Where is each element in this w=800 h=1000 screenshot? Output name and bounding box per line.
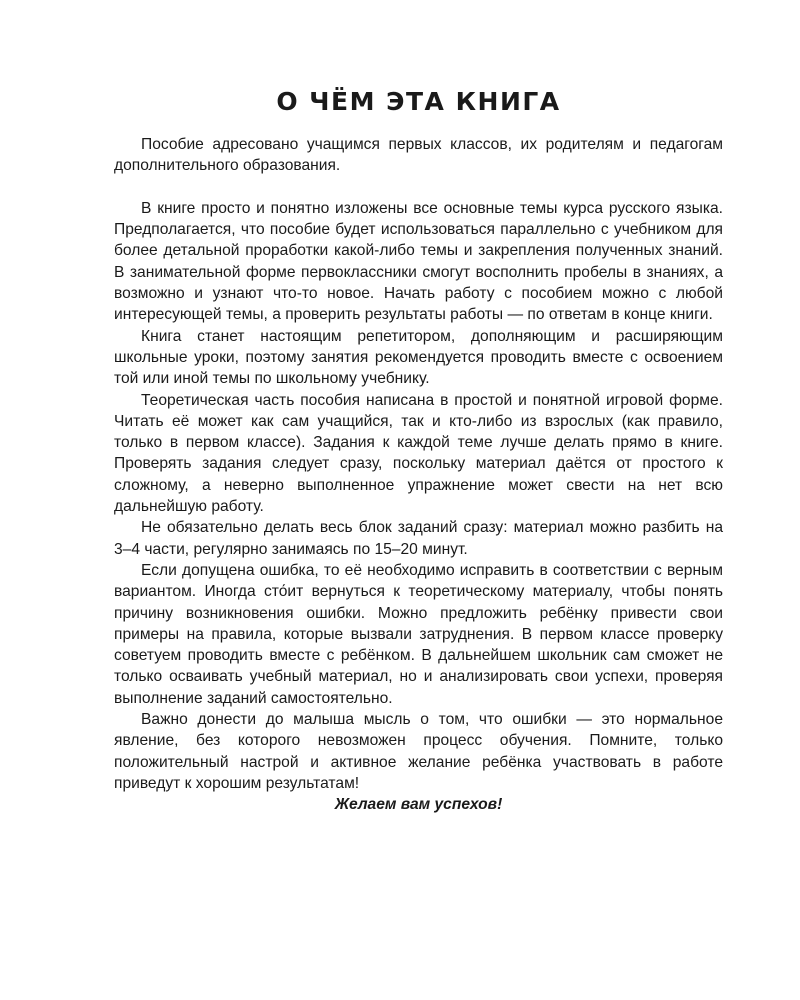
paragraph-overview: В книге просто и понятно изложены все основные темы курса русского языка. Предполагается, что пособие будет использоваться параллельно с учебником для более детальной проработки какой-либо темы и закрепления полученных знаний. В занимательной форме первоклассники смогут восполнить пробелы в знаниях, а возможно и узнают что-то новое. Начать работу с пособием можно с любой интересующей темы, а проверить результаты работы — по ответам в конце книги.: [114, 199, 723, 324]
paragraph-audience: Пособие адресовано учащимся первых классов, их родителям и педагогам дополнительного образования.: [114, 136, 723, 175]
page-title: О ЧЁМ ЭТА КНИГА: [276, 87, 561, 116]
paragraph-attitude: Важно донести до малыша мысль о том, что ошибки — это нормальное явление, без которого невозможен процесс обучения. Помните, только положительный настрой и активное желание ребёнка участвовать в работе приведут к хорошим результатам!: [114, 711, 723, 792]
closing-wish: Желаем вам успехов!: [334, 796, 503, 814]
body-text: [114, 134, 723, 816]
paragraph-theory: Теоретическая часть пособия написана в простой и понятной игровой форме. Читать её может как сам учащийся, так и кто-либо из взрослых (как правило, только в первом классе). Задания к каждой теме лучше делать прямо в книге. Проверять задания следует сразу, поскольку материал даётся от простого к сложному, а неверно выполненное упражнение может свести на нет всю дальнейшую работу.: [114, 391, 723, 516]
paragraph-task-blocks: Не обязательно делать весь блок заданий сразу: материал можно разбить на 3–4 части, регулярно занимаясь по 15–20 минут.: [114, 519, 723, 558]
document-page: [114, 84, 723, 816]
paragraph-tutor: Книга станет настоящим репетитором, дополняющим и расширяющим школьные уроки, поэтому занятия рекомендуется проводить вместе с освоением той или иной темы по школьному учебнику.: [114, 327, 723, 388]
paragraph-mistakes: Если допущена ошибка, то её необходимо исправить в соответствии с верным вариантом. Иногда сто́ит вернуться к теоретическому материалу, чтобы понять причину возникновения ошибки. Можно предложить ребёнку привести свои примеры на правила, которые вызвали затруднения. В первом классе проверку советуем проводить вместе с ребёнком. В дальнейшем школьник сам сможет не только осваивать учебный материал, но и анализировать свои успехи, проверяя выполнение заданий самостоятельно.: [114, 561, 723, 707]
